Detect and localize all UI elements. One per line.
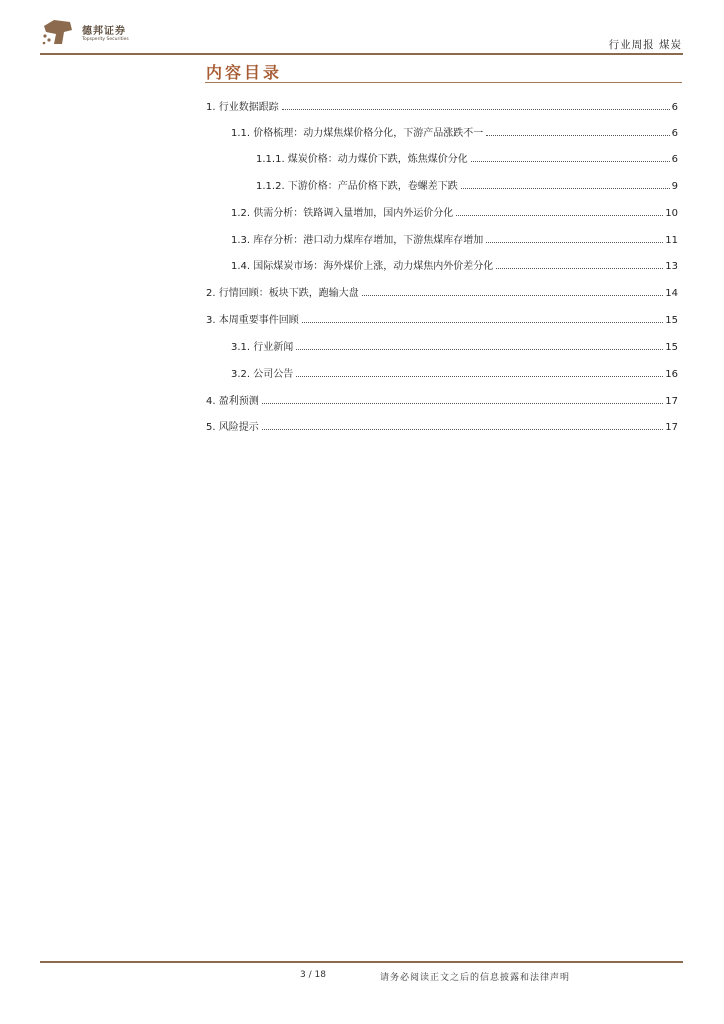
page-indicator: 3 / 18: [300, 970, 326, 980]
toc-entry-page: 6: [671, 102, 678, 113]
toc-entry-page: 15: [665, 315, 678, 326]
toc-leader-dots: [496, 268, 663, 269]
toc-leader-dots: [486, 242, 663, 243]
toc-entry-page: 17: [665, 396, 678, 407]
toc-title: 内容目录: [206, 63, 283, 82]
toc-entry-page: 11: [665, 235, 678, 246]
toc-leader-dots: [262, 403, 664, 404]
toc-leader-dots: [461, 188, 670, 189]
toc-entry[interactable]: [231, 366, 678, 380]
toc-entry[interactable]: [206, 419, 678, 433]
toc-title-divider: [205, 82, 682, 83]
logo-text-cn: 德邦证券: [82, 26, 126, 37]
toc-entry[interactable]: [206, 285, 678, 299]
toc-entry[interactable]: [256, 151, 678, 165]
toc-leader-dots: [486, 135, 669, 136]
header-divider: [40, 53, 683, 55]
toc-entry-label: 4. 盈利预测: [206, 396, 259, 407]
toc-entry[interactable]: [231, 232, 678, 246]
toc-entry[interactable]: [206, 393, 678, 407]
toc-leader-dots: [296, 349, 663, 350]
toc-entry-label: 3.1. 行业新闻: [231, 342, 294, 353]
toc-entry[interactable]: [206, 99, 678, 113]
report-category: 行业周报 煤炭: [608, 39, 682, 51]
footer-divider: [40, 961, 683, 963]
toc-entry-label: 5. 风险提示: [206, 422, 259, 433]
toc-entry-page: 16: [665, 369, 678, 380]
toc-leader-dots: [456, 215, 663, 216]
toc-entry-label: 3. 本周重要事件回顾: [206, 315, 299, 326]
toc-entry-label: 1. 行业数据跟踪: [206, 102, 279, 113]
toc-entry[interactable]: [231, 205, 678, 219]
toc-entry-label: 1.3. 库存分析：港口动力煤库存增加，下游焦煤库存增加: [231, 235, 484, 246]
toc-entry[interactable]: [231, 339, 678, 353]
toc-leader-dots: [302, 322, 664, 323]
logo-mark-icon: [40, 16, 76, 48]
company-logo: [40, 16, 140, 48]
toc-entry-label: 1.1.1. 煤炭价格：动力煤价下跌，炼焦煤价分化: [256, 154, 468, 165]
toc-entry-page: 9: [671, 181, 678, 192]
toc-entry-page: 10: [665, 208, 678, 219]
footer-disclaimer: 请务必阅读正文之后的信息披露和法律声明: [380, 973, 571, 983]
toc-entry-page: 6: [671, 154, 678, 165]
toc-entry-label: 2. 行情回顾：板块下跌，跑输大盘: [206, 288, 359, 299]
toc-entry-label: 1.4. 国际煤炭市场：海外煤价上涨，动力煤焦内外价差分化: [231, 261, 494, 272]
logo-text-en: Topsperity Securities: [82, 37, 129, 42]
toc-entry[interactable]: [206, 312, 678, 326]
toc-leader-dots: [471, 161, 670, 162]
toc-entry-label: 1.1.2. 下游价格：产品价格下跌，卷螺差下跌: [256, 181, 458, 192]
toc-leader-dots: [362, 295, 664, 296]
toc-entry-page: 17: [665, 422, 678, 433]
toc-entry[interactable]: [256, 178, 678, 192]
toc-leader-dots: [262, 429, 664, 430]
toc-entry-label: 1.1. 价格梳理：动力煤焦煤价格分化，下游产品涨跌不一: [231, 128, 484, 139]
toc-entry-page: 14: [665, 288, 678, 299]
toc-entry-page: 13: [665, 261, 678, 272]
toc-entry-label: 1.2. 供需分析：铁路调入量增加，国内外运价分化: [231, 208, 454, 219]
toc-entry[interactable]: [231, 258, 678, 272]
toc-entry[interactable]: [231, 125, 678, 139]
toc-entry-label: 3.2. 公司公告: [231, 369, 294, 380]
toc-leader-dots: [296, 376, 663, 377]
toc-entry-page: 6: [671, 128, 678, 139]
toc-entry-page: 15: [665, 342, 678, 353]
toc-leader-dots: [282, 109, 670, 110]
